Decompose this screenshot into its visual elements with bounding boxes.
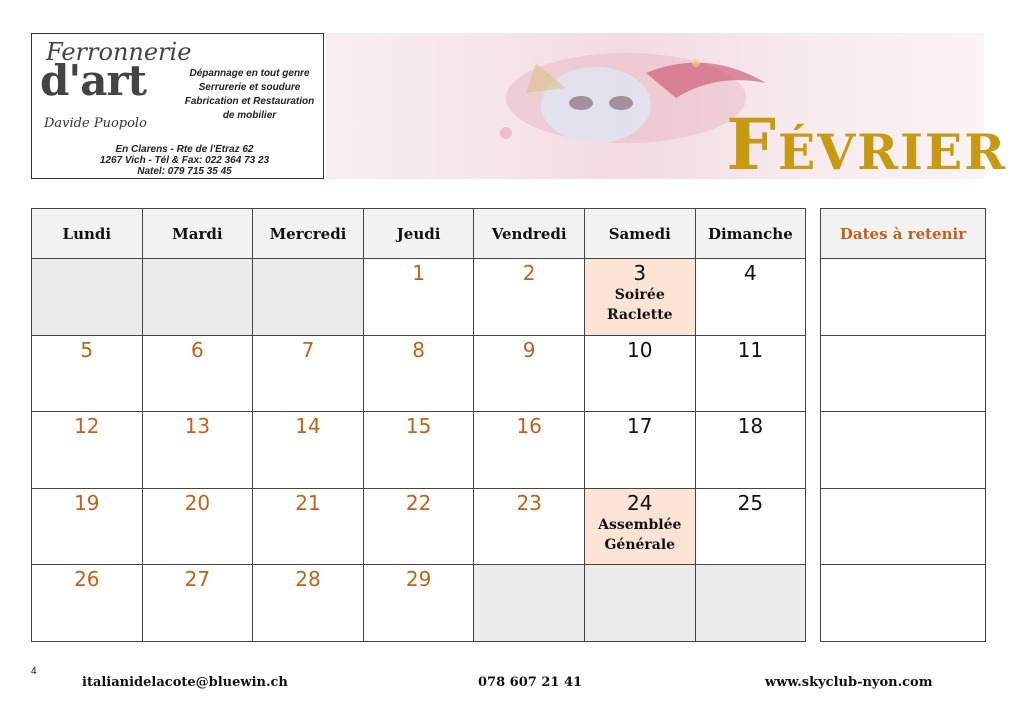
day-number: 12 <box>74 414 100 438</box>
calendar-empty-cell <box>32 259 143 336</box>
weekday-header: Lundi <box>32 209 143 259</box>
day-number: 17 <box>627 414 653 438</box>
day-number: 24 <box>627 490 653 515</box>
day-number: 3 <box>633 261 647 285</box>
weekday-header: Mercredi <box>253 209 364 259</box>
calendar-day-cell <box>695 412 806 489</box>
day-number: 10 <box>627 337 653 362</box>
calendar-day-cell <box>695 259 806 336</box>
calendar-day-cell <box>142 412 253 489</box>
service-line: Fabrication et Restauration <box>184 96 315 107</box>
dates-to-remember-header: Dates à retenir <box>821 209 986 259</box>
weekday-header: Jeudi <box>363 209 474 259</box>
day-number: 6 <box>191 337 204 362</box>
calendar-day-cell <box>363 335 474 412</box>
calendar-day-cell <box>584 488 695 565</box>
calendar-week-row <box>32 259 806 336</box>
calendar-day-cell <box>584 335 695 412</box>
calendar-day-cell <box>142 565 253 642</box>
day-event-label: Générale <box>604 536 676 553</box>
address-line: En Clarens - Rte de l'Etraz 62 <box>115 144 254 155</box>
advertiser-logo-main: d'art <box>40 56 146 105</box>
calendar-empty-cell <box>253 259 364 336</box>
dates-to-remember-cell <box>821 565 986 642</box>
page-number: 4 <box>31 666 37 677</box>
calendar-empty-cell <box>474 565 585 642</box>
weekday-header: Dimanche <box>695 209 806 259</box>
day-number: 26 <box>74 567 100 591</box>
dates-to-remember-cell <box>821 488 986 565</box>
calendar-week-row <box>32 565 806 642</box>
calendar-week-row <box>32 412 806 489</box>
day-number: 28 <box>295 567 321 591</box>
day-number: 8 <box>412 337 425 362</box>
calendar-empty-cell <box>142 259 253 336</box>
service-line: Serrurerie et soudure <box>198 82 301 93</box>
weekday-header: Samedi <box>584 209 695 259</box>
calendar-week-row <box>32 335 806 412</box>
advertiser-address <box>52 144 317 177</box>
day-event-label: Assemblée <box>598 516 682 533</box>
day-number: 14 <box>295 414 321 438</box>
advertiser-owner: Davide Puopolo <box>44 116 147 131</box>
calendar-day-cell <box>363 412 474 489</box>
footer-website: www.skyclub-nyon.com <box>765 675 933 690</box>
day-number: 27 <box>184 567 211 591</box>
dates-to-remember-cell <box>821 412 986 489</box>
calendar-day-cell <box>474 412 585 489</box>
day-number: 21 <box>295 490 321 515</box>
day-number: 2 <box>522 261 536 285</box>
calendar-day-cell <box>253 565 364 642</box>
calendar-day-cell <box>253 335 364 412</box>
calendar-week-row <box>32 488 806 565</box>
calendar-day-cell <box>584 259 695 336</box>
month-title: Février <box>726 103 1007 186</box>
calendar-day-cell <box>695 335 806 412</box>
advertiser-box <box>31 33 324 179</box>
dates-to-remember-cell <box>821 335 986 412</box>
day-number: 19 <box>74 490 100 515</box>
calendar-empty-cell <box>695 565 806 642</box>
day-event-label: Soirée <box>614 287 665 303</box>
calendar-empty-cell <box>584 565 695 642</box>
calendar-day-cell <box>695 488 806 565</box>
calendar-day-cell <box>363 565 474 642</box>
day-number: 9 <box>522 337 536 362</box>
day-number: 18 <box>737 414 764 438</box>
calendar-day-cell <box>142 335 253 412</box>
weekday-header-row <box>32 209 806 259</box>
day-number: 1 <box>412 261 425 285</box>
address-line: 1267 Vich - Tél & Fax: 022 364 73 23 <box>99 155 270 166</box>
day-number: 7 <box>301 337 315 362</box>
day-number: 5 <box>80 337 94 362</box>
address-line: Natel: 079 715 35 45 <box>137 166 232 177</box>
calendar-day-cell <box>474 488 585 565</box>
day-number: 23 <box>516 490 542 515</box>
day-event-label: Raclette <box>606 307 673 323</box>
day-number: 15 <box>405 414 432 438</box>
day-number: 13 <box>184 414 211 438</box>
weekday-header: Vendredi <box>474 209 585 259</box>
day-number: 29 <box>405 567 432 591</box>
service-line: de mobilier <box>222 110 277 121</box>
dates-to-remember-cell <box>821 259 986 336</box>
calendar-day-cell <box>363 259 474 336</box>
calendar-day-cell <box>253 412 364 489</box>
calendar-day-cell <box>32 488 143 565</box>
calendar-day-cell <box>32 565 143 642</box>
advertiser-services <box>182 67 317 123</box>
calendar-day-cell <box>32 335 143 412</box>
calendar-day-cell <box>474 259 585 336</box>
calendar-day-cell <box>363 488 474 565</box>
calendar-day-cell <box>584 412 695 489</box>
footer-phone: 078 607 21 41 <box>478 675 583 690</box>
footer-email: italianidelacote@bluewin.ch <box>82 675 288 690</box>
calendar-day-cell <box>142 488 253 565</box>
calendar-day-cell <box>474 335 585 412</box>
calendar-day-cell <box>253 488 364 565</box>
day-number: 16 <box>516 414 542 438</box>
advertiser-logo-top: Ferronnerie <box>46 38 192 66</box>
weekday-header: Mardi <box>142 209 253 259</box>
day-number: 20 <box>184 490 211 515</box>
day-number: 4 <box>743 261 757 285</box>
calendar-day-cell <box>32 412 143 489</box>
day-number: 22 <box>405 490 432 515</box>
dates-to-remember-column <box>820 208 986 642</box>
calendar-grid <box>31 208 806 642</box>
day-number: 25 <box>737 490 764 515</box>
service-line: Dépannage en tout genre <box>189 68 310 79</box>
day-number: 11 <box>737 337 764 362</box>
